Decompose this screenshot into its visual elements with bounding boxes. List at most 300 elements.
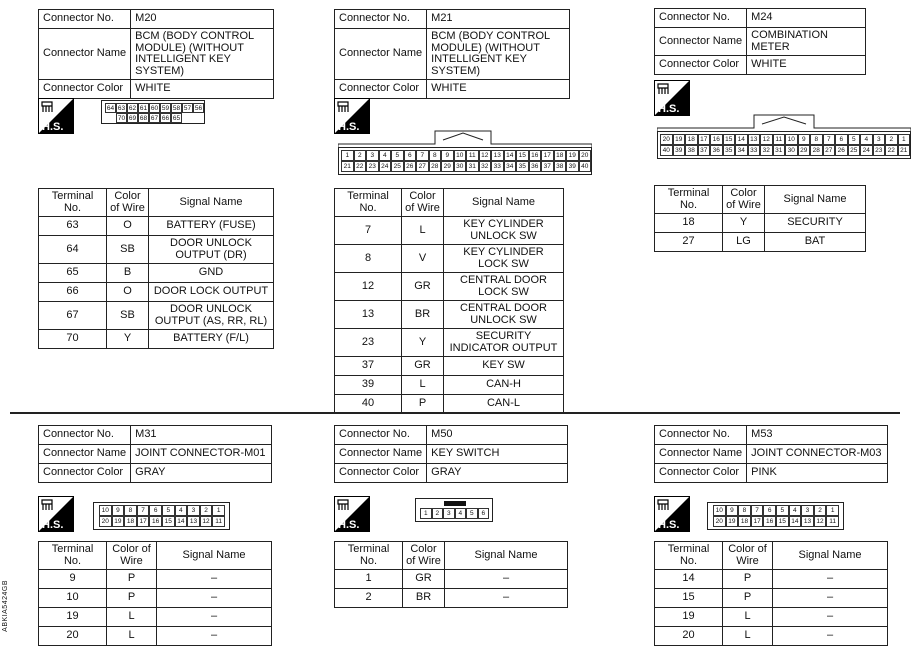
signal-name-cell: DOOR UNLOCK OUTPUT (AS, RR, RL): [149, 302, 274, 330]
table-row: [39, 589, 272, 608]
connector-pin: 1: [420, 508, 432, 519]
connector-pin: 33: [491, 161, 504, 172]
connector-pin: 28: [429, 161, 442, 172]
connector-no-label: Connector No.: [655, 9, 747, 28]
terminal-no-header: Terminal No.: [39, 542, 107, 570]
connector-name-value: JOINT CONNECTOR-M03: [747, 445, 888, 464]
connector-pin: 58: [172, 104, 181, 112]
harness-side-icon: [334, 98, 370, 134]
connector-pin: 36: [529, 161, 542, 172]
wire-color-cell: B: [107, 264, 149, 283]
color-of-wire-header: Color of Wire: [403, 542, 445, 570]
signal-name-cell: –: [445, 589, 568, 608]
connector-pin: 6: [149, 505, 162, 516]
table-row: [335, 357, 564, 376]
terminal-no-header: Terminal No.: [335, 189, 402, 217]
connector-pin: 20: [579, 150, 592, 161]
table-row: [39, 627, 272, 646]
connector-pin: 17: [541, 150, 554, 161]
connector-pin: 18: [738, 516, 751, 527]
connector-pin: 40: [660, 145, 673, 156]
wire-color-cell: GR: [402, 273, 444, 301]
terminal-table-m53: [654, 541, 888, 646]
connector-name-value: JOINT CONNECTOR-M01: [131, 445, 272, 464]
connector-info-m50: [334, 425, 568, 483]
connector-pin: 12: [814, 516, 827, 527]
connector-pin: 56: [194, 104, 203, 112]
connector-pin: 3: [443, 508, 455, 519]
wire-color-cell: V: [402, 245, 444, 273]
harness-side-icon: [334, 496, 370, 532]
terminal-no-cell: 39: [335, 376, 402, 395]
connector-pin: 15: [162, 516, 175, 527]
connector-pin: 22: [354, 161, 367, 172]
signal-name-header: Signal Name: [444, 189, 564, 217]
table-row: [335, 301, 564, 329]
wire-color-cell: L: [402, 217, 444, 245]
connector-pin: 21: [341, 161, 354, 172]
connector-pin: 16: [149, 516, 162, 527]
wire-color-cell: Y: [723, 214, 765, 233]
connector-housing-m24: [657, 114, 911, 132]
signal-name-cell: CENTRAL DOOR LOCK SW: [444, 273, 564, 301]
connector-pin: 11: [466, 150, 479, 161]
terminal-no-cell: 12: [335, 273, 402, 301]
wire-color-cell: BR: [403, 589, 445, 608]
terminal-no-cell: 40: [335, 395, 402, 414]
harness-side-icon: [38, 98, 74, 134]
connector-pin: 34: [735, 145, 748, 156]
pin-row: [713, 516, 839, 527]
connector-pin: 2: [200, 505, 213, 516]
connector-no-value: M50: [427, 426, 568, 445]
pin-row: [660, 134, 910, 145]
connector-name-value: BCM (BODY CONTROL MODULE) (WITHOUT INTELLIGENT KEY SYSTEM): [131, 29, 274, 80]
signal-name-cell: DOOR LOCK OUTPUT: [149, 283, 274, 302]
terminal-table-m50: [334, 541, 568, 608]
terminal-no-cell: 63: [39, 217, 107, 236]
connector-pin: 9: [798, 134, 811, 145]
connector-pin: 20: [660, 134, 673, 145]
color-of-wire-header: Color of Wire: [107, 542, 157, 570]
connector-pin: 16: [529, 150, 542, 161]
connector-pin: 26: [404, 161, 417, 172]
terminal-no-header: Terminal No.: [335, 542, 403, 570]
signal-name-cell: –: [157, 570, 272, 589]
terminal-no-cell: 27: [655, 233, 723, 252]
connector-pin: 3: [366, 150, 379, 161]
table-row: [335, 329, 564, 357]
table-row: [655, 570, 888, 589]
connector-pin: 60: [150, 104, 159, 112]
connector-color-value: GRAY: [427, 464, 568, 483]
connector-color-value: WHITE: [747, 56, 866, 75]
connector-pin: 13: [491, 150, 504, 161]
connector-pin: 66: [161, 114, 170, 122]
terminal-no-header: Terminal No.: [655, 542, 723, 570]
connector-name-label: Connector Name: [335, 29, 427, 80]
terminal-no-header: Terminal No.: [39, 189, 107, 217]
connector-pin: 6: [763, 505, 776, 516]
connector-no-value: M20: [131, 10, 274, 29]
signal-name-cell: –: [773, 608, 888, 627]
connector-pin: 30: [454, 161, 467, 172]
connector-pin: 28: [810, 145, 823, 156]
wire-color-cell: GR: [402, 357, 444, 376]
connector-pin: 36: [710, 145, 723, 156]
connector-color-value: GRAY: [131, 464, 272, 483]
wire-color-cell: L: [402, 376, 444, 395]
hs-label: H.S.: [338, 121, 360, 133]
connector-color-label: Connector Color: [655, 464, 747, 483]
connector-pin: 20: [99, 516, 112, 527]
wire-color-cell: L: [723, 627, 773, 646]
connector-pin: 9: [441, 150, 454, 161]
connector-info-m21: [334, 9, 570, 99]
color-of-wire-header: Color of Wire: [107, 189, 149, 217]
connector-pin: 57: [183, 104, 192, 112]
connector-pin: 1: [212, 505, 225, 516]
section-divider: [10, 412, 900, 414]
connector-name-value: COMBINATION METER: [747, 28, 866, 56]
connector-pin: 1: [826, 505, 839, 516]
connector-pin: 59: [161, 104, 170, 112]
connector-pin: 70: [117, 114, 126, 122]
terminal-no-cell: 66: [39, 283, 107, 302]
connector-pin: 4: [789, 505, 802, 516]
connector-pin: 27: [823, 145, 836, 156]
connector-pin: 17: [751, 516, 764, 527]
connector-pin: 13: [748, 134, 761, 145]
terminal-no-cell: 7: [335, 217, 402, 245]
table-row: [655, 589, 888, 608]
pin-grid: [713, 505, 839, 527]
connector-pin: 13: [801, 516, 814, 527]
hs-label: H.S.: [658, 519, 680, 531]
pin-grid: [105, 103, 204, 123]
connector-pin: 4: [455, 508, 467, 519]
connector-pin: 18: [124, 516, 137, 527]
connector-pin: 38: [685, 145, 698, 156]
signal-name-cell: GND: [149, 264, 274, 283]
connector-name-label: Connector Name: [335, 445, 427, 464]
connector-pin: 16: [710, 134, 723, 145]
pin-row: [105, 103, 204, 113]
signal-name-cell: DOOR UNLOCK OUTPUT (DR): [149, 236, 274, 264]
connector-pin: 33: [748, 145, 761, 156]
connector-pin: 23: [366, 161, 379, 172]
connector-no-label: Connector No.: [335, 10, 427, 29]
wire-color-cell: O: [107, 217, 149, 236]
connector-pin: 64: [106, 104, 115, 112]
signal-name-header: Signal Name: [149, 189, 274, 217]
wire-color-cell: BR: [402, 301, 444, 329]
connector-pin: 6: [404, 150, 417, 161]
connector-pin: 15: [776, 516, 789, 527]
signal-name-cell: SECURITY: [765, 214, 866, 233]
connector-pin: 63: [117, 104, 126, 112]
terminal-no-cell: 14: [655, 570, 723, 589]
terminal-no-cell: 64: [39, 236, 107, 264]
connector-pin: 15: [516, 150, 529, 161]
hs-label: H.S.: [42, 121, 64, 133]
signal-name-cell: CAN-L: [444, 395, 564, 414]
connector-face-m31: [93, 502, 230, 530]
signal-name-header: Signal Name: [773, 542, 888, 570]
pin-grid: [99, 505, 225, 527]
connector-pin: 38: [554, 161, 567, 172]
connector-pin: 24: [860, 145, 873, 156]
connector-face-m53: [707, 502, 844, 530]
terminal-no-cell: 37: [335, 357, 402, 376]
signal-name-cell: –: [157, 608, 272, 627]
pin-row: [99, 516, 225, 527]
wire-color-cell: L: [107, 627, 157, 646]
signal-name-cell: –: [445, 570, 568, 589]
connector-name-label: Connector Name: [655, 445, 747, 464]
terminal-no-cell: 67: [39, 302, 107, 330]
connector-pin: 14: [735, 134, 748, 145]
terminal-table-m24: [654, 185, 866, 252]
connector-pin: 21: [898, 145, 911, 156]
table-row: [335, 217, 564, 245]
table-row: [655, 627, 888, 646]
connector-name-value: KEY SWITCH: [427, 445, 568, 464]
wire-color-cell: P: [107, 589, 157, 608]
connector-pin: 32: [479, 161, 492, 172]
connector-pin: 7: [823, 134, 836, 145]
terminal-no-cell: 20: [655, 627, 723, 646]
connector-name-label: Connector Name: [39, 445, 131, 464]
connector-face-m21: [338, 147, 592, 175]
connector-pin: 62: [128, 104, 137, 112]
connector-face-m20: [101, 100, 205, 124]
connector-info-m53: [654, 425, 888, 483]
connector-pin: 17: [698, 134, 711, 145]
pin-row: [341, 150, 591, 161]
connector-info-m31: [38, 425, 272, 483]
connector-pin: 29: [441, 161, 454, 172]
connector-pin: 12: [200, 516, 213, 527]
connector-pin: 10: [99, 505, 112, 516]
connector-pin: 3: [801, 505, 814, 516]
connector-pin: 11: [212, 516, 225, 527]
connector-pin: 5: [776, 505, 789, 516]
signal-name-cell: BATTERY (F/L): [149, 330, 274, 349]
terminal-no-cell: 19: [655, 608, 723, 627]
connector-pin: 67: [150, 114, 159, 122]
connector-pin: 35: [516, 161, 529, 172]
connector-pin: 23: [873, 145, 886, 156]
connector-pin: 3: [873, 134, 886, 145]
connector-pin: 68: [139, 114, 148, 122]
connector-color-value: PINK: [747, 464, 888, 483]
connector-pin: 8: [124, 505, 137, 516]
signal-name-header: Signal Name: [445, 542, 568, 570]
pin-grid: [660, 134, 910, 156]
connector-pin: 17: [137, 516, 150, 527]
table-row: [335, 245, 564, 273]
signal-name-cell: SECURITY INDICATOR OUTPUT: [444, 329, 564, 357]
connector-pin: 14: [175, 516, 188, 527]
terminal-no-cell: 10: [39, 589, 107, 608]
connector-pin: 4: [860, 134, 873, 145]
connector-no-value: M24: [747, 9, 866, 28]
table-row: [39, 608, 272, 627]
connector-pin: 5: [162, 505, 175, 516]
hs-label: H.S.: [42, 519, 64, 531]
connector-color-label: Connector Color: [39, 80, 131, 99]
connector-pin: 19: [673, 134, 686, 145]
pin-row: [713, 505, 839, 516]
table-row: [335, 395, 564, 414]
connector-no-label: Connector No.: [335, 426, 427, 445]
connector-color-label: Connector Color: [39, 464, 131, 483]
table-row: [335, 273, 564, 301]
table-row: [655, 233, 866, 252]
signal-name-cell: KEY CYLINDER LOCK SW: [444, 245, 564, 273]
wire-color-cell: O: [107, 283, 149, 302]
table-row: [335, 589, 568, 608]
connector-pin: 16: [763, 516, 776, 527]
connector-pin: 8: [810, 134, 823, 145]
connector-pin: 9: [112, 505, 125, 516]
color-of-wire-header: Color of Wire: [723, 542, 773, 570]
connector-info-m20: [38, 9, 274, 99]
terminal-table-m31: [38, 541, 272, 646]
connector-housing-m21: [338, 130, 592, 148]
signal-name-cell: –: [157, 627, 272, 646]
harness-side-icon: [38, 496, 74, 532]
harness-side-icon: [654, 496, 690, 532]
connector-pin: 6: [835, 134, 848, 145]
connector-pin: 10: [713, 505, 726, 516]
table-row: [335, 376, 564, 395]
hs-label: H.S.: [338, 519, 360, 531]
connector-pin: 14: [789, 516, 802, 527]
connector-face-m24: [657, 131, 911, 159]
terminal-no-cell: 2: [335, 589, 403, 608]
connector-pin: 20: [713, 516, 726, 527]
connector-pin: 12: [760, 134, 773, 145]
connector-pin: 18: [685, 134, 698, 145]
wire-color-cell: P: [402, 395, 444, 414]
connector-pin: 13: [187, 516, 200, 527]
connector-pin: 37: [541, 161, 554, 172]
connector-color-value: WHITE: [131, 80, 274, 99]
connector-pin: 18: [554, 150, 567, 161]
terminal-no-header: Terminal No.: [655, 186, 723, 214]
connector-no-label: Connector No.: [39, 426, 131, 445]
pin-row: [341, 161, 591, 172]
connector-pin: 9: [726, 505, 739, 516]
connector-pin: 3: [187, 505, 200, 516]
connector-pin: 10: [785, 134, 798, 145]
connector-pin: 39: [673, 145, 686, 156]
connector-pin: 15: [723, 134, 736, 145]
connector-pin: 19: [726, 516, 739, 527]
table-row: [655, 608, 888, 627]
connector-color-label: Connector Color: [655, 56, 747, 75]
wire-color-cell: Y: [107, 330, 149, 349]
wire-color-cell: P: [723, 570, 773, 589]
connector-pin: 61: [139, 104, 148, 112]
table-row: [655, 214, 866, 233]
connector-pin: 1: [898, 134, 911, 145]
connector-pin: 37: [698, 145, 711, 156]
table-row: [39, 330, 274, 349]
pin-row: [99, 505, 225, 516]
signal-name-cell: –: [157, 589, 272, 608]
connector-info-m24: [654, 8, 866, 75]
wire-color-cell: SB: [107, 302, 149, 330]
connector-name-label: Connector Name: [655, 28, 747, 56]
connector-pin: 24: [379, 161, 392, 172]
pin-row: [116, 113, 204, 123]
table-row: [39, 264, 274, 283]
connector-pin: 7: [416, 150, 429, 161]
wire-color-cell: GR: [403, 570, 445, 589]
connector-color-value: WHITE: [427, 80, 570, 99]
pin-grid: [341, 150, 591, 172]
connector-pin: 2: [354, 150, 367, 161]
connector-pin: 12: [479, 150, 492, 161]
connector-pin: 29: [798, 145, 811, 156]
connector-pin: 65: [172, 114, 181, 122]
connector-pin: 2: [814, 505, 827, 516]
connector-pin: 40: [579, 161, 592, 172]
connector-pin: 27: [416, 161, 429, 172]
hs-label: H.S.: [658, 103, 680, 115]
connector-pin: 34: [504, 161, 517, 172]
connector-pin: 5: [466, 508, 478, 519]
wire-color-cell: P: [107, 570, 157, 589]
connector-pin: 4: [379, 150, 392, 161]
wire-color-cell: LG: [723, 233, 765, 252]
connector-pin: 2: [432, 508, 444, 519]
table-row: [39, 283, 274, 302]
connector-name-value: BCM (BODY CONTROL MODULE) (WITHOUT INTELLIGENT KEY SYSTEM): [427, 29, 570, 80]
signal-name-cell: CAN-H: [444, 376, 564, 395]
table-row: [39, 236, 274, 264]
signal-name-cell: KEY SW: [444, 357, 564, 376]
terminal-no-cell: 18: [655, 214, 723, 233]
wire-color-cell: L: [723, 608, 773, 627]
signal-name-cell: BATTERY (FUSE): [149, 217, 274, 236]
terminal-no-cell: 8: [335, 245, 402, 273]
terminal-table-m21: [334, 188, 564, 414]
connector-pin: 7: [751, 505, 764, 516]
terminal-no-cell: 65: [39, 264, 107, 283]
terminal-no-cell: 13: [335, 301, 402, 329]
connector-pin: 8: [429, 150, 442, 161]
pin-row: [660, 145, 910, 156]
connector-pin: 35: [723, 145, 736, 156]
signal-name-cell: BAT: [765, 233, 866, 252]
connector-name-label: Connector Name: [39, 29, 131, 80]
connector-pin: 5: [848, 134, 861, 145]
connector-no-value: M21: [427, 10, 570, 29]
connector-pin: 2: [885, 134, 898, 145]
table-row: [39, 217, 274, 236]
connector-no-value: M53: [747, 426, 888, 445]
connector-pin: 32: [760, 145, 773, 156]
connector-pin: 6: [478, 508, 490, 519]
connector-pin: 22: [885, 145, 898, 156]
pin-row: [420, 508, 489, 519]
signal-name-cell: –: [773, 589, 888, 608]
signal-name-cell: –: [773, 570, 888, 589]
